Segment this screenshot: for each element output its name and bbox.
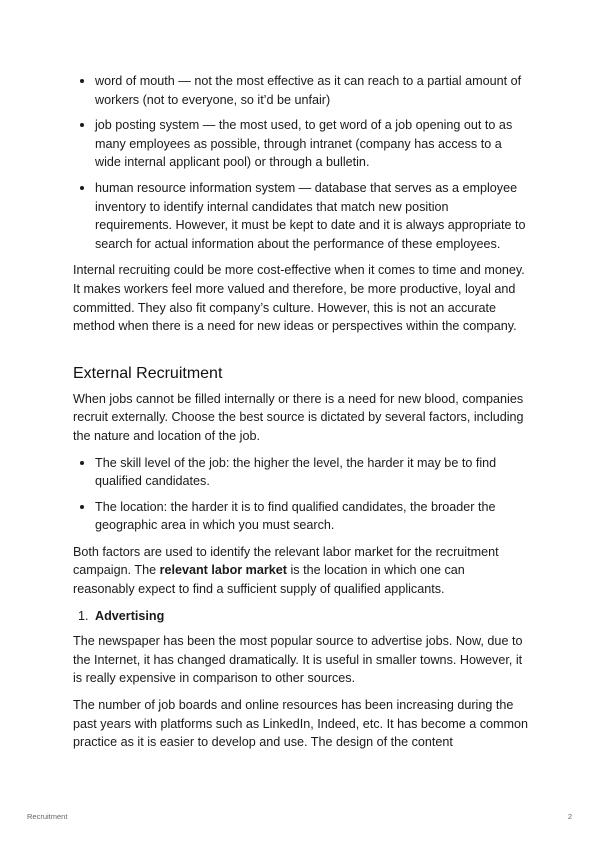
list-item: The skill level of the job: the higher the level, the harder it may be to find qualified candidates. bbox=[73, 454, 528, 491]
page-content bbox=[73, 72, 528, 760]
list-item: human resource information system — database that serves as a employee inventory to identify internal candidates that match new position requirements. However, it must be kept to date and it is always appropriate to search for actual information about the performance of these employees. bbox=[73, 179, 528, 253]
item-label: Advertising bbox=[95, 608, 165, 623]
item-number: 1. bbox=[78, 608, 89, 623]
recruitment-methods-list bbox=[73, 72, 528, 253]
page-number: 2 bbox=[567, 812, 572, 821]
advertising-paragraph-2: The number of job boards and online resources has been increasing during the past years with platforms such as LinkedIn, Indeed, etc. It has become a common practice as it is easier to develop and use. The design of the content bbox=[73, 698, 529, 750]
labor-text-after: is the location in which one can reasonably expect to find a sufficient supply of qualified applicants. bbox=[73, 563, 465, 597]
list-item: job posting system — the most used, to get word of a job opening out to as many employees as possible, through intranet (company has access to a wide internal applicant pool) or through a bulletin. bbox=[73, 116, 528, 172]
external-factors-list bbox=[73, 454, 528, 535]
labor-market-term: relevant labor market bbox=[159, 563, 287, 578]
list-item: The location: the harder it is to find qualified candidates, the broader the geographic area in which you must search. bbox=[73, 498, 528, 535]
labor-market-paragraph bbox=[73, 543, 528, 599]
internal-recruiting-paragraph: Internal recruiting could be more cost-effective when it comes to time and money. It makes workers feel more valued and therefore, be more productive, loyal and committed. They also fit company’s culture. However, this is not an accurate method when there is a need for new ideas or perspectives within the company. bbox=[73, 263, 525, 334]
section-heading-external: External Recruitment bbox=[73, 364, 223, 382]
list-item: word of mouth — not the most effective as it can reach to a partial amount of workers (not to everyone, so it’d be unfair) bbox=[73, 72, 528, 109]
external-intro-paragraph: When jobs cannot be filled internally or there is a need for new blood, companies recruit externally. Choose the best source is dictated by several factors, including the nature and location of the job. bbox=[73, 391, 524, 443]
labor-text-before: Both factors are used to identify the relevant labor market for the recruitment campaign. The bbox=[73, 544, 499, 578]
numbered-item-advertising bbox=[73, 607, 528, 626]
advertising-paragraph-1: The newspaper has been the most popular source to advertise jobs. Now, due to the Internet, it has changed dramatically. It is useful in smaller towns. However, it is really expensive in comparison to other sources. bbox=[73, 634, 523, 686]
footer-title: Recruitment bbox=[27, 812, 68, 821]
